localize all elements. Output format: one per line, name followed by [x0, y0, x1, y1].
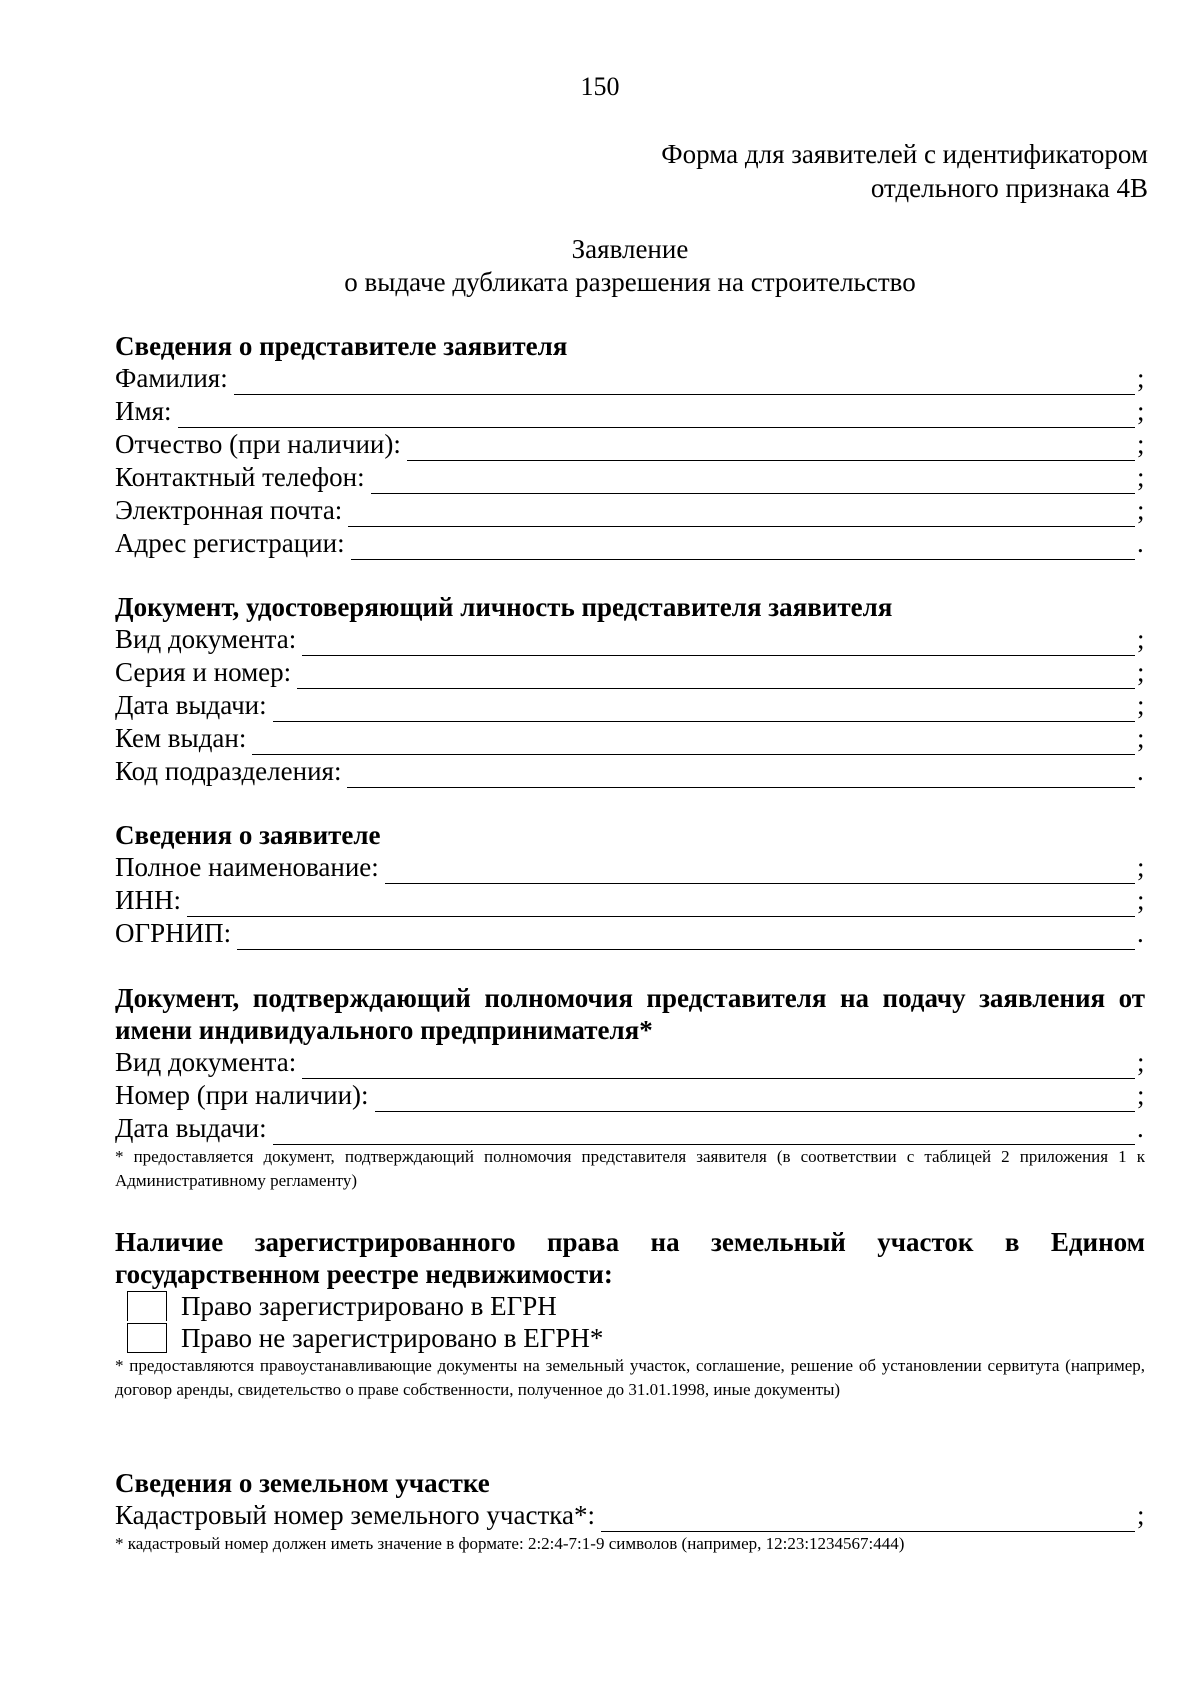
input-line[interactable]	[351, 535, 1135, 560]
field-label: Отчество (при наличии):	[115, 429, 401, 459]
input-line[interactable]	[407, 436, 1135, 461]
field-issue-date[interactable]	[115, 689, 1145, 722]
input-line[interactable]	[371, 469, 1135, 494]
input-line[interactable]	[297, 664, 1135, 689]
section-applicant	[115, 819, 1145, 950]
section-heading: Сведения о земельном участке	[115, 1468, 490, 1498]
field-end: ;	[1137, 690, 1145, 720]
field-division-code[interactable]	[115, 755, 1145, 788]
section-identity-document	[115, 591, 1145, 788]
option-label: Право зарегистрировано в ЕГРН	[181, 1291, 557, 1321]
field-surname[interactable]	[115, 362, 1145, 395]
input-line[interactable]	[348, 502, 1135, 527]
field-end: ;	[1137, 852, 1145, 882]
field-end: .	[1137, 918, 1144, 948]
field-label: Дата выдачи:	[115, 690, 267, 720]
option-right-not-registered[interactable]	[115, 1322, 1145, 1354]
field-label: Код подразделения:	[115, 756, 342, 786]
field-number[interactable]	[115, 1079, 1145, 1112]
page-number: 150	[580, 72, 620, 101]
footnote: * предоставляются правоустанавливающие документы на земельный участок, соглашение, решение об установлении сервитута (например, договор аренды, свидетельство о праве собственности, полученное до 31.01.1998, иные документы)	[115, 1356, 1145, 1399]
input-line[interactable]	[273, 697, 1135, 722]
input-line[interactable]	[273, 1120, 1135, 1145]
section-heading: Сведения о представителе заявителя	[115, 331, 568, 361]
field-end: .	[1137, 528, 1144, 558]
field-label: Электронная почта:	[115, 495, 343, 525]
title-line-1: Заявление	[571, 234, 689, 264]
field-name[interactable]	[115, 395, 1145, 428]
option-right-registered[interactable]	[115, 1290, 1145, 1322]
field-label: Дата выдачи:	[115, 1113, 267, 1143]
input-line[interactable]	[237, 925, 1135, 950]
form-type-line-1: Форма для заявителей с идентификатором	[661, 139, 1148, 169]
field-label: Вид документа:	[115, 1047, 297, 1077]
section-heading-line-1: Наличие зарегистрированного права на земельный участок в Едином	[115, 1227, 1145, 1257]
section-heading: Документ, удостоверяющий личность представителя заявителя	[115, 592, 893, 622]
footnote: * предоставляется документ, подтверждающий полномочия представителя заявителя (в соответствии с таблицей 2 приложения 1 к Административному регламенту)	[115, 1147, 1145, 1190]
section-heading: Документ, подтверждающий полномочия представителя на подачу заявления от имени индивидуального предпринимателя*	[115, 983, 1145, 1045]
field-end: ;	[1137, 723, 1145, 753]
field-label: Фамилия:	[115, 363, 228, 393]
field-document-type[interactable]	[115, 1046, 1145, 1079]
field-cadastral-number[interactable]	[115, 1499, 1145, 1532]
field-end: .	[1137, 756, 1144, 786]
field-email[interactable]	[115, 494, 1145, 527]
field-end: ;	[1137, 657, 1145, 687]
field-issue-date[interactable]	[115, 1112, 1145, 1145]
field-ogrnip[interactable]	[115, 917, 1145, 950]
field-label: Номер (при наличии):	[115, 1080, 369, 1110]
field-label: ИНН:	[115, 885, 181, 915]
input-line[interactable]	[601, 1507, 1135, 1532]
field-label: Контактный телефон:	[115, 462, 365, 492]
section-authority-document	[115, 982, 1145, 1193]
field-label: Серия и номер:	[115, 657, 292, 687]
field-address[interactable]	[115, 527, 1145, 560]
field-label: Полное наименование:	[115, 852, 379, 882]
input-line[interactable]	[375, 1087, 1135, 1112]
field-series-number[interactable]	[115, 656, 1145, 689]
option-label: Право не зарегистрировано в ЕГРН*	[181, 1323, 604, 1353]
field-end: ;	[1137, 462, 1145, 492]
field-end: ;	[1137, 363, 1145, 393]
input-line[interactable]	[178, 403, 1135, 428]
document-title	[0, 233, 1200, 299]
field-label: Кем выдан:	[115, 723, 247, 753]
input-line[interactable]	[187, 892, 1135, 917]
field-label: Кадастровый номер земельного участка*:	[115, 1500, 595, 1530]
field-end: ;	[1137, 495, 1145, 525]
section-representative	[115, 330, 1145, 560]
footnote: * кадастровый номер должен иметь значение в формате: 2:2:4-7:1-9 символов (например, 12:23:1234567:444)	[115, 1534, 905, 1553]
section-heading-line-2: государственном реестре недвижимости:	[115, 1259, 613, 1289]
field-label: Вид документа:	[115, 624, 297, 654]
input-line[interactable]	[347, 763, 1135, 788]
field-patronymic[interactable]	[115, 428, 1145, 461]
field-label: Адрес регистрации:	[115, 528, 345, 558]
field-issued-by[interactable]	[115, 722, 1145, 755]
input-line[interactable]	[302, 631, 1135, 656]
field-end: ;	[1137, 624, 1145, 654]
field-end: ;	[1137, 1047, 1145, 1077]
field-inn[interactable]	[115, 884, 1145, 917]
title-line-2: о выдаче дубликата разрешения на строительство	[344, 267, 916, 297]
field-end: ;	[1137, 429, 1145, 459]
field-end: ;	[1137, 1500, 1145, 1530]
input-line[interactable]	[234, 370, 1135, 395]
input-line[interactable]	[302, 1054, 1135, 1079]
section-land-right	[115, 1226, 1145, 1402]
form-type-line-2: отдельного признака 4В	[870, 173, 1148, 203]
checkbox[interactable]	[127, 1291, 167, 1321]
field-end: .	[1137, 1113, 1144, 1143]
field-phone[interactable]	[115, 461, 1145, 494]
field-end: ;	[1137, 1080, 1145, 1110]
section-heading: Сведения о заявителе	[115, 820, 381, 850]
field-document-type[interactable]	[115, 623, 1145, 656]
field-label: Имя:	[115, 396, 172, 426]
field-full-name[interactable]	[115, 851, 1145, 884]
section-land-plot	[115, 1467, 1145, 1556]
input-line[interactable]	[385, 859, 1135, 884]
checkbox[interactable]	[127, 1323, 167, 1353]
field-label: ОГРНИП:	[115, 918, 232, 948]
input-line[interactable]	[252, 730, 1135, 755]
field-end: ;	[1137, 885, 1145, 915]
field-end: ;	[1137, 396, 1145, 426]
form-type-caption	[661, 137, 1148, 205]
